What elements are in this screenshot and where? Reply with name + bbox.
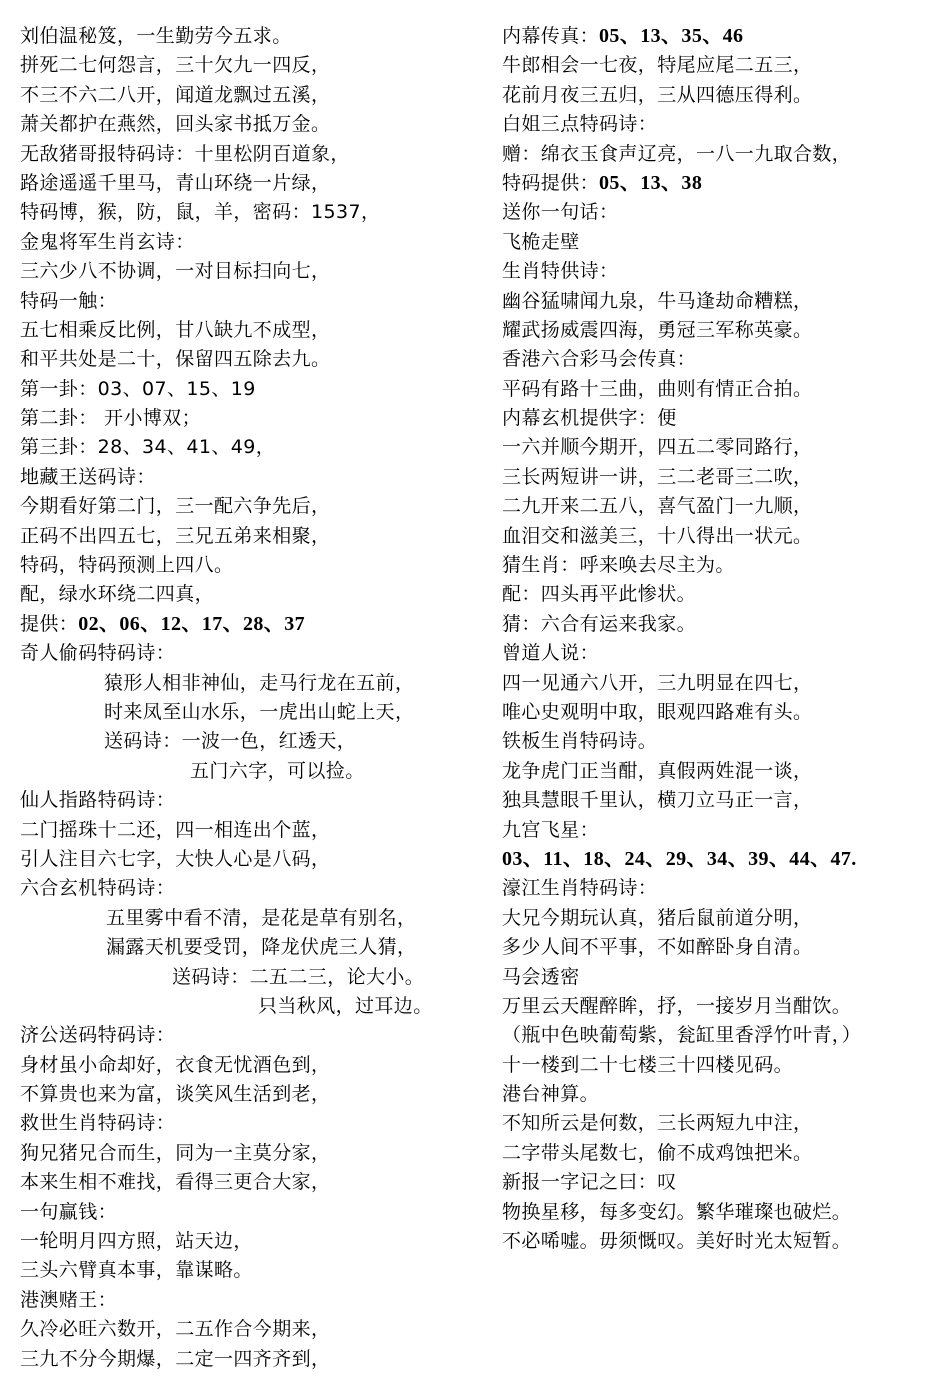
- text-line: [20, 757, 482, 786]
- bold-numbers: 05、13、35、46: [599, 25, 744, 47]
- text-line: [502, 404, 922, 433]
- text-line: [20, 404, 482, 433]
- line-text: 只当秋风，过耳边。: [258, 994, 433, 1017]
- text-line: [502, 1139, 922, 1168]
- text-line: [502, 1021, 922, 1050]
- text-line: [20, 22, 482, 51]
- text-line: [20, 698, 482, 727]
- text-line: [20, 610, 482, 639]
- line-text: 内幕玄机提供字：便: [502, 407, 677, 430]
- text-line: [502, 140, 922, 169]
- line-text: 拼死二七何怨言，三十欠九一四反，: [20, 54, 331, 77]
- text-line: [502, 316, 922, 345]
- text-line: [502, 1198, 922, 1227]
- text-line: [502, 522, 922, 551]
- text-line: [502, 757, 922, 786]
- line-text: 提供：: [20, 612, 79, 635]
- text-line: [20, 551, 482, 580]
- text-line: [20, 1315, 482, 1344]
- text-line: [502, 610, 922, 639]
- line-text: 引人注目六七字，大快人心是八码，: [20, 847, 331, 870]
- line-text: 新报一字记之曰：叹: [502, 1171, 677, 1194]
- text-line: [20, 1286, 482, 1315]
- line-text: 飞桅走壁: [502, 230, 580, 253]
- line-text: 一句赢钱：: [20, 1200, 118, 1223]
- text-line: [20, 522, 482, 551]
- line-text: 三长两短讲一讲，三二老哥三二吹，: [502, 465, 813, 488]
- line-text: 送码诗：一波一色，红透天，: [104, 730, 357, 753]
- text-line: [502, 1168, 922, 1197]
- text-line: [20, 81, 482, 110]
- text-line: [20, 110, 482, 139]
- line-text: 曾道人说：: [502, 642, 600, 665]
- line-text: 金鬼将军生肖玄诗：: [20, 230, 195, 253]
- line-text: 二门摇珠十二还，四一相连出个蓝，: [20, 818, 331, 841]
- line-text: 不算贵也来为富，谈笑风生活到老，: [20, 1083, 331, 1106]
- text-line: [20, 1051, 482, 1080]
- text-line: [20, 874, 482, 903]
- text-line: [502, 963, 922, 992]
- text-line: [20, 375, 482, 404]
- line-text: 特码提供：: [502, 171, 600, 194]
- line-text: 正码不出四五七，三兄五弟来相聚，: [20, 524, 331, 547]
- text-line: [502, 1080, 922, 1109]
- line-text: 大兄今期玩认真，猪后鼠前道分明，: [502, 906, 813, 929]
- line-text: 漏露天机要受罚，降龙伏虎三人猜，: [106, 936, 417, 959]
- text-line: [502, 345, 922, 374]
- line-text: 港澳赌王：: [20, 1288, 118, 1311]
- text-line: [20, 1227, 482, 1256]
- text-line: [20, 1080, 482, 1109]
- text-line: [20, 963, 482, 992]
- text-line: [502, 257, 922, 286]
- text-line: [502, 110, 922, 139]
- line-text: 刘伯温秘笈，一生勤劳今五求。: [20, 25, 292, 47]
- text-line: [502, 845, 922, 874]
- line-text: 地藏王送码诗：: [20, 465, 156, 488]
- text-line: [502, 816, 922, 845]
- line-text: 特码一触：: [20, 289, 118, 312]
- text-line: [20, 257, 482, 286]
- text-line: [502, 169, 922, 198]
- text-line: [20, 316, 482, 345]
- text-line: [20, 1139, 482, 1168]
- line-text: 和平共处是二十，保留四五除去九。: [20, 348, 331, 371]
- text-line: [20, 1198, 482, 1227]
- line-text: 一轮明月四方照，站天边，: [20, 1230, 253, 1253]
- text-line: [20, 51, 482, 80]
- line-text: 今期看好第二门，三一配六争先后，: [20, 495, 331, 518]
- text-line: [502, 1051, 922, 1080]
- text-line: [502, 1109, 922, 1138]
- line-text: 九宫飞星：: [502, 818, 600, 841]
- text-line: [502, 992, 922, 1021]
- text-line: [20, 492, 482, 521]
- line-text: 仙人指路特码诗：: [20, 789, 176, 812]
- text-line: [20, 669, 482, 698]
- text-line: [20, 1168, 482, 1197]
- text-line: [20, 904, 482, 933]
- text-line: [502, 874, 922, 903]
- text-line: [20, 1345, 482, 1374]
- line-text: （瓶中色映葡萄紫，瓮缸里香浮竹叶青，）: [502, 1024, 862, 1047]
- line-text: 送你一句话：: [502, 201, 619, 224]
- text-line: [502, 492, 922, 521]
- line-text: 本来生相不难找，看得三更合大家，: [20, 1171, 331, 1194]
- text-line: [20, 1256, 482, 1285]
- text-line: [20, 786, 482, 815]
- line-text: 耀武扬威震四海，勇冠三军称英豪。: [502, 318, 813, 341]
- line-text: 生肖特供诗：: [502, 260, 619, 283]
- text-line: [20, 198, 482, 227]
- text-line: [20, 433, 482, 462]
- text-line: [20, 580, 482, 609]
- line-text: 不知所云是何数，三长两短九中注，: [502, 1112, 813, 1135]
- line-text: 唯心史观明中取，眼观四路难有头。: [502, 700, 813, 723]
- text-line: [502, 904, 922, 933]
- line-text: 狗兄猪兄合而生，同为一主莫分家，: [20, 1141, 331, 1164]
- line-text: 血泪交和滋美三，十八得出一状元。: [502, 524, 813, 547]
- line-text: 三九不分今期爆，二定一四齐齐到，: [20, 1347, 331, 1370]
- line-text: 配：四头再平此惨状。: [502, 583, 697, 606]
- line-text: 五七相乘反比例，甘八缺九不成型，: [20, 318, 331, 341]
- line-text: 独具慧眼千里认，横刀立马正一言，: [502, 789, 813, 812]
- text-line: [502, 551, 922, 580]
- text-line: [20, 463, 482, 492]
- text-line: [20, 816, 482, 845]
- text-line: [502, 580, 922, 609]
- left-column: [20, 22, 482, 1374]
- line-text: 二字带头尾数七，偷不成鸡蚀把米。: [502, 1141, 813, 1164]
- line-text: 时来凤至山水乐，一虎出山蛇上天，: [104, 700, 415, 723]
- bold-numbers: 03、11、18、24、29、34、39、44、47.: [502, 847, 857, 870]
- line-text: 特码，特码预测上四八。: [20, 554, 234, 577]
- line-text: 幽谷猛啸闻九泉，牛马逢劫命糟糕，: [502, 289, 813, 312]
- text-line: [20, 845, 482, 874]
- line-text: 一六并顺今期开，四五二零同路行，: [502, 436, 813, 459]
- line-text: 特码博，猴，防，鼠，羊，密码：1537，: [20, 201, 381, 224]
- text-line: [502, 375, 922, 404]
- text-line: [20, 992, 482, 1021]
- text-line: [20, 169, 482, 198]
- text-line: [20, 1021, 482, 1050]
- line-text: 奇人偷码特码诗：: [20, 642, 176, 665]
- text-line: [502, 22, 922, 51]
- text-line: [502, 933, 922, 962]
- text-line: [502, 463, 922, 492]
- line-text: 铁板生肖特码诗。: [502, 730, 658, 753]
- line-text: 多少人间不平事，不如醉卧身自清。: [502, 936, 813, 959]
- text-line: [502, 287, 922, 316]
- text-line: [20, 1109, 482, 1138]
- line-text: 不必唏嘘。毋须慨叹。美好时光太短暂。: [502, 1230, 852, 1253]
- line-text: 萧关都护在燕然，回头家书抵万金。: [20, 113, 331, 136]
- line-text: 白姐三点特码诗：: [502, 113, 658, 136]
- line-text: 花前月夜三五归，三从四德压得利。: [502, 83, 813, 106]
- line-text: 第二卦： 开小博双；: [20, 407, 202, 430]
- text-line: [502, 81, 922, 110]
- line-text: 十一楼到二十七楼三十四楼见码。: [502, 1053, 794, 1076]
- text-line: [502, 51, 922, 80]
- bold-numbers: 05、13、38: [599, 171, 703, 194]
- line-text: 五里雾中看不清，是花是草有别名，: [106, 906, 417, 929]
- text-line: [502, 786, 922, 815]
- text-line: [20, 345, 482, 374]
- line-text: 第三卦：28、34、41、49，: [20, 436, 276, 459]
- line-text: 路途遥遥千里马，青山环绕一片绿，: [20, 171, 331, 194]
- line-text: 六合玄机特码诗：: [20, 877, 176, 900]
- text-line: [502, 727, 922, 756]
- line-text: 万里云天醒醉眸，抒，一接岁月当酣饮。: [502, 994, 852, 1017]
- line-text: 不三不六二八开，闻道龙飘过五溪，: [20, 83, 331, 106]
- text-line: [502, 198, 922, 227]
- text-line: [502, 698, 922, 727]
- text-line: [502, 669, 922, 698]
- text-line: [20, 228, 482, 257]
- text-line: [502, 639, 922, 668]
- line-text: 身材虽小命却好，衣食无忧酒色到，: [20, 1053, 331, 1076]
- line-text: 赠：绵衣玉食声辽亮，一八一九取合数，: [502, 142, 852, 165]
- line-text: 平码有路十三曲，曲则有情正合拍。: [502, 377, 813, 400]
- line-text: 送码诗：二五二三，论大小。: [172, 965, 425, 988]
- line-text: 三头六臂真本事，靠谋略。: [20, 1259, 253, 1282]
- line-text: 港台神算。: [502, 1083, 600, 1106]
- line-text: 马会透密: [502, 965, 580, 988]
- line-text: 四一见通六八开，三九明显在四七，: [502, 671, 813, 694]
- text-line: [502, 1227, 922, 1256]
- text-line: [20, 933, 482, 962]
- line-text: 三六少八不协调，一对目标扫向七，: [20, 260, 331, 283]
- line-text: 救世生肖特码诗：: [20, 1112, 176, 1135]
- line-text: 猿形人相非神仙，走马行龙在五前，: [104, 671, 415, 694]
- line-text: 猜：六合有运来我家。: [502, 612, 697, 635]
- line-text: 久冷必旺六数开，二五作合今期来，: [20, 1318, 331, 1341]
- line-text: 二九开来二五八，喜气盈门一九顺，: [502, 495, 813, 518]
- line-text: 龙争虎门正当酣，真假两姓混一谈，: [502, 759, 813, 782]
- line-text: 物换星移，每多变幻。繁华璀璨也破烂。: [502, 1200, 852, 1223]
- bold-numbers: 02、06、12、17、28、37: [78, 612, 306, 635]
- text-line: [20, 727, 482, 756]
- line-text: 香港六合彩马会传真：: [502, 348, 697, 371]
- line-text: 无敌猪哥报特码诗：十里松阴百道象，: [20, 142, 350, 165]
- text-line: [20, 639, 482, 668]
- text-line: [502, 228, 922, 257]
- line-text: 五门六字，可以捡。: [190, 759, 365, 782]
- line-text: 猜生肖：呼来唤去尽主为。: [502, 554, 735, 577]
- line-text: 牛郎相会一七夜，特尾应尾二五三，: [502, 54, 813, 77]
- text-line: [20, 287, 482, 316]
- right-column: [502, 22, 922, 1256]
- line-text: 濠江生肖特码诗：: [502, 877, 658, 900]
- line-text: 第一卦：03、07、15、19: [20, 377, 256, 400]
- line-text: 内幕传真：: [502, 25, 600, 47]
- line-text: 配，绿水环绕二四真，: [20, 583, 215, 606]
- text-line: [502, 433, 922, 462]
- text-line: [20, 140, 482, 169]
- line-text: 济公送码特码诗：: [20, 1024, 176, 1047]
